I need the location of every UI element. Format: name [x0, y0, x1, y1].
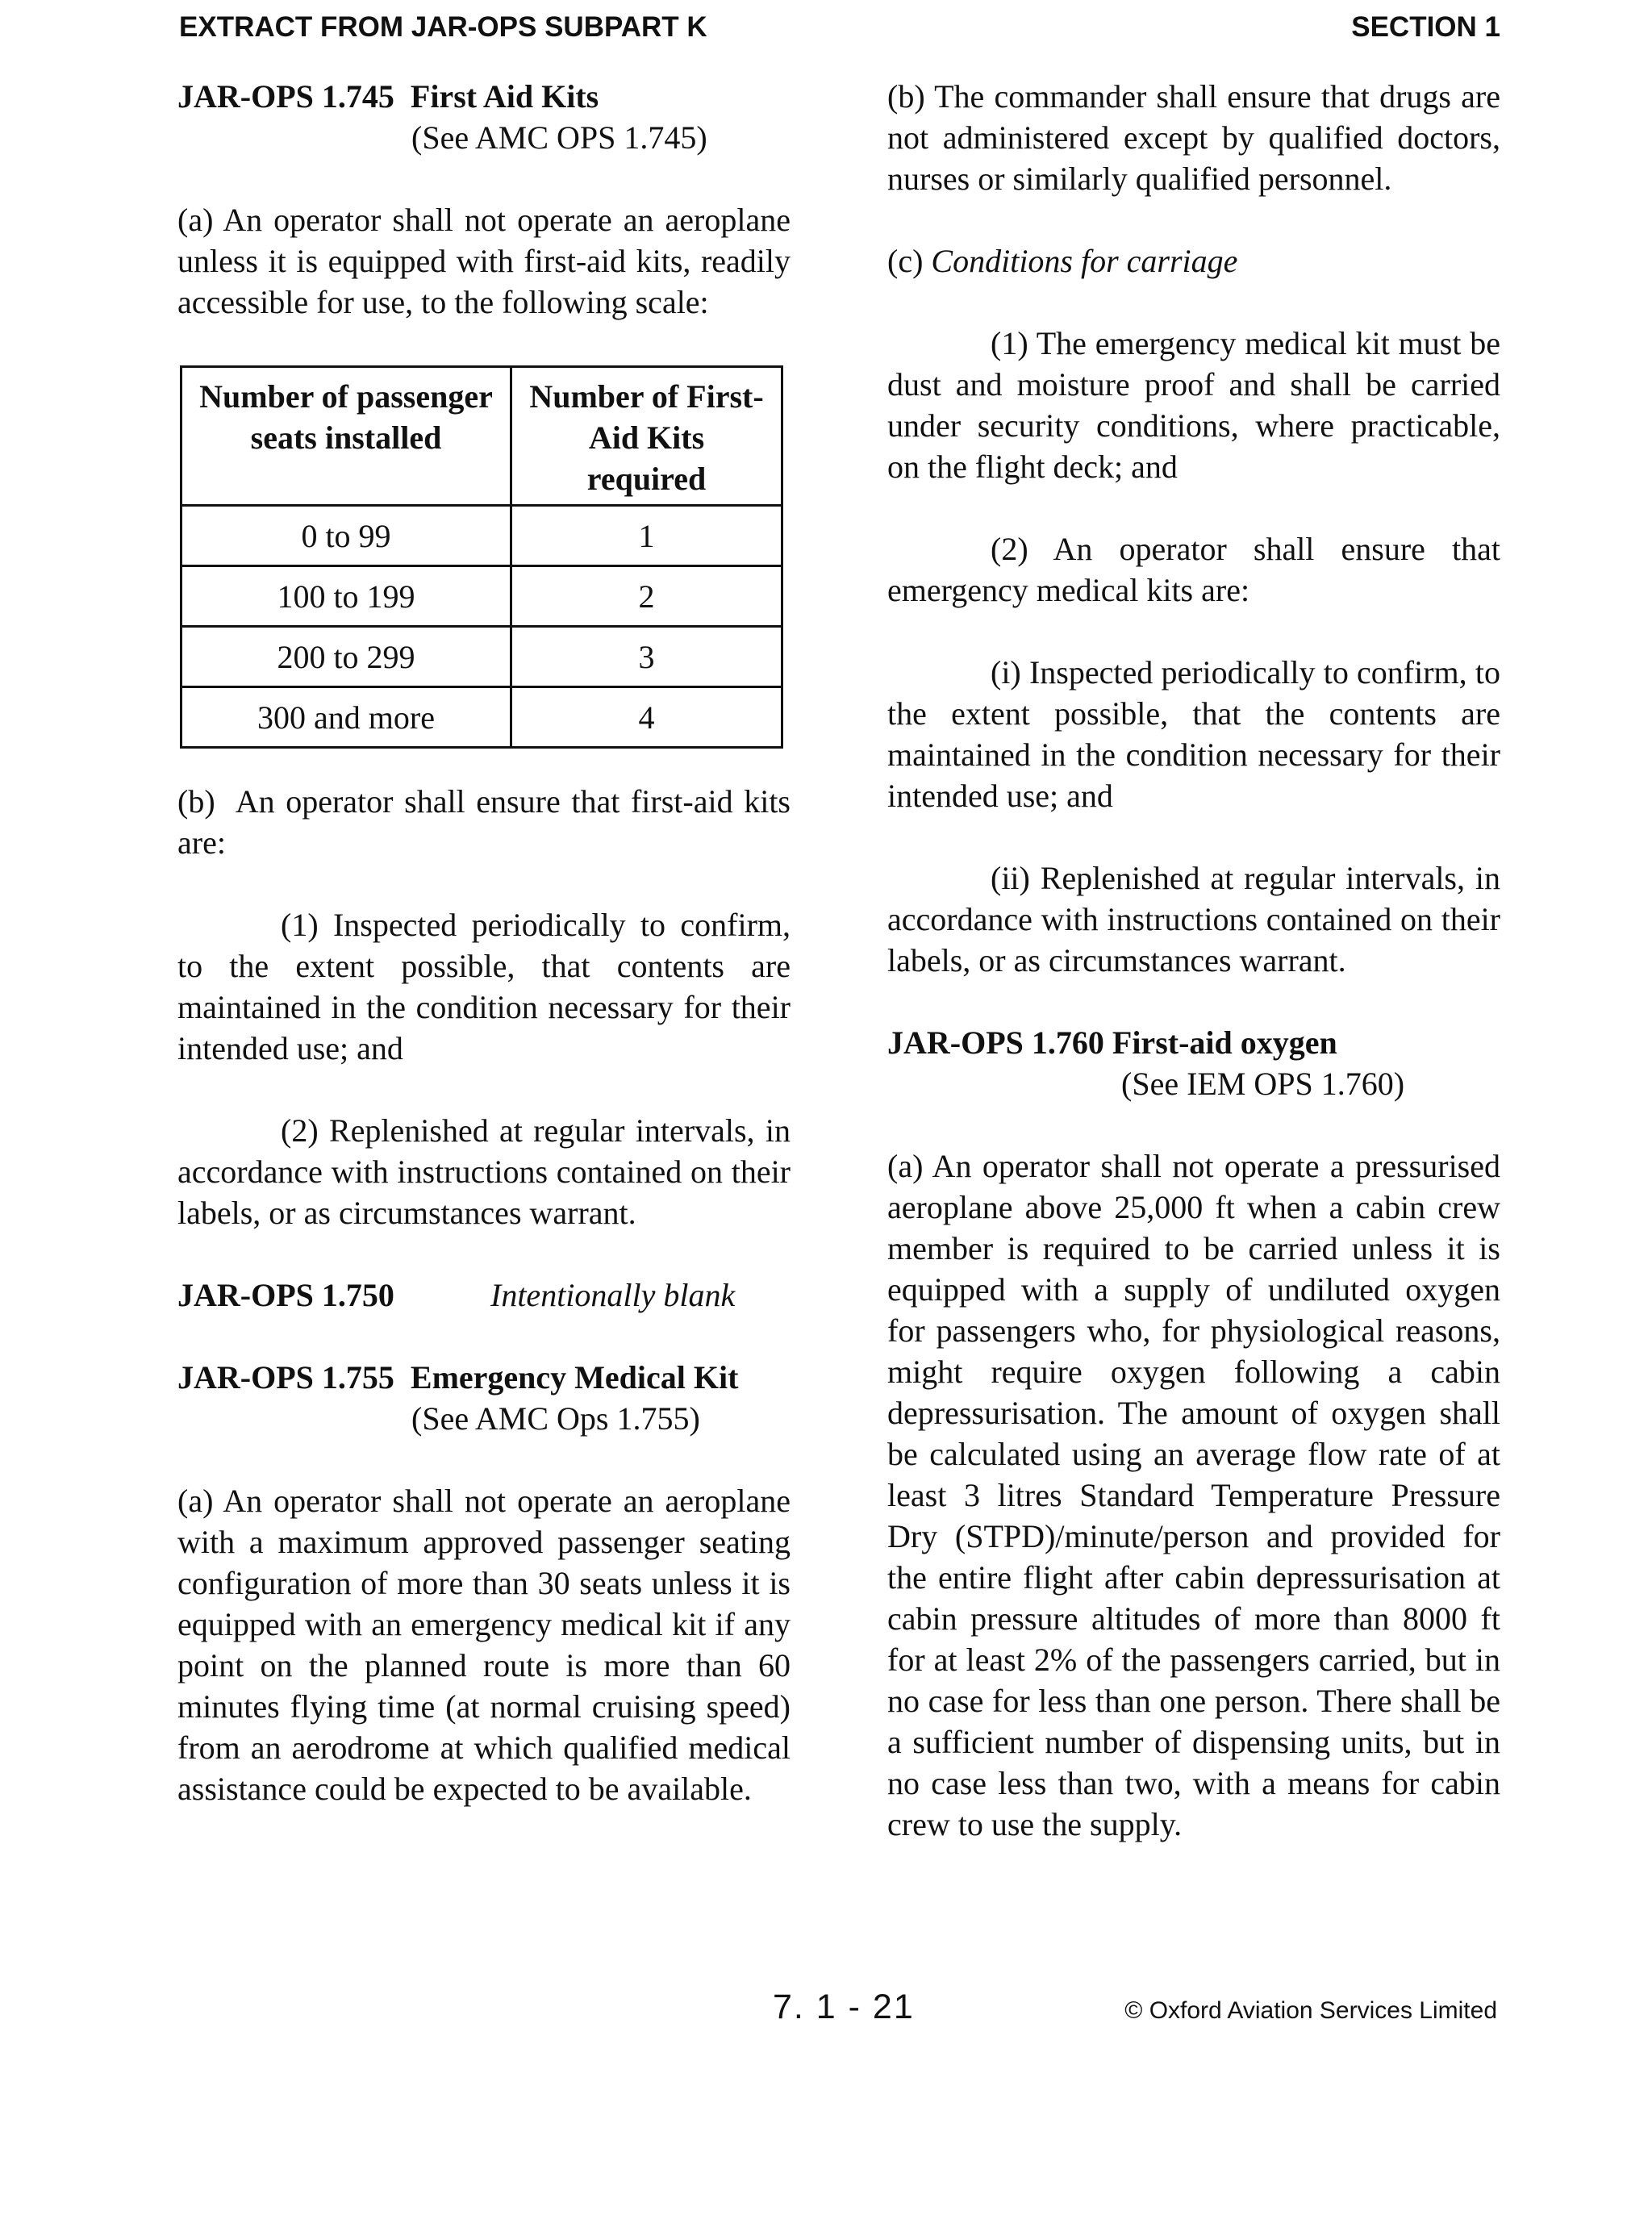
section-745-paragraph-a: (a) An operator shall not operate an aeroplane unless it is equipped with first-aid kits, readily accessible for use, to the following scale:: [177, 202, 791, 320]
table-cell-seats: 0 to 99: [181, 506, 511, 566]
first-aid-kits-table: [180, 365, 783, 749]
table-cell-kits: 1: [511, 506, 782, 566]
table-cell-seats: 300 and more: [181, 687, 511, 748]
section-755-paragraph-c2i: (i) Inspected periodically to confirm, to the extent possible, that the contents are maintained in the condition necessary for their intended use; and: [887, 654, 1500, 814]
section-760-reference: (See IEM OPS 1.760): [1121, 1066, 1405, 1102]
table-row: [181, 566, 782, 627]
table-cell-seats: 100 to 199: [181, 566, 511, 627]
section-745-paragraph-b: (b) An operator shall ensure that first-aid kits are:: [177, 783, 799, 861]
section-755-heading: JAR-OPS 1.755 Emergency Medical Kit: [177, 1359, 739, 1396]
section-760-paragraph-a: (a) An operator shall not operate a pressurised aeroplane above 25,000 ft when a cabin crew member is required to be carried unless it is equipped with a supply of undiluted oxygen for passengers who, for physiological reasons, might require oxygen following a cabin depressurisation. The amount of oxygen shall be calculated using an average flow rate of at least 3 litres Standard Temperature Pressure Dry (STPD)/minute/person and provided for the entire flight after cabin depressurisation at cabin pressure altitudes of more than 8000 ft for at least 2% of the passengers carried, but in no case for less than one person. There shall be a sufficient number of dispensing units, but in no case less than two, with a means for cabin crew to use the supply.: [887, 1148, 1500, 1842]
table-header-seats: Number of passenger seats installed: [181, 367, 511, 506]
section-750-title: Intentionally blank: [490, 1277, 736, 1313]
section-760-heading: JAR-OPS 1.760 First-aid oxygen: [887, 1024, 1337, 1061]
section-755-c-prefix: (c): [887, 243, 932, 279]
left-column: [177, 76, 799, 1809]
section-745-paragraph-b2: (2) Replenished at regular intervals, in accordance with instructions contained on their labels, or as circumstances warrant.: [177, 1112, 791, 1231]
page-number: 7. 1 - 21: [773, 1988, 915, 2026]
section-745-heading: JAR-OPS 1.745 First Aid Kits: [177, 78, 599, 115]
section-755-paragraph-a: (a) An operator shall not operate an aeroplane with a maximum approved passenger seating configuration of more than 30 seats unless it is equipped with an emergency medical kit if any point on the planned route is more than 60 minutes flying time (at normal cruising speed) from an aerodrome at which qualified medical assistance could be expected to be available.: [177, 1483, 791, 1807]
table-row: [181, 506, 782, 566]
section-755-paragraph-c2ii: (ii) Replenished at regular intervals, in accordance with instructions contained on their labels, or as circumstances warrant.: [887, 860, 1500, 978]
right-column: [887, 76, 1500, 1845]
table-row: [181, 687, 782, 748]
table-cell-kits: 3: [511, 627, 782, 687]
section-755-paragraph-c1: (1) The emergency medical kit must be dust and moisture proof and shall be carried under security conditions, where practicable, on the flight deck; and: [887, 325, 1500, 485]
section-755-reference: (See AMC Ops 1.755): [411, 1400, 700, 1437]
copyright-notice: © Oxford Aviation Services Limited: [1124, 1997, 1497, 2024]
table-cell-kits: 2: [511, 566, 782, 627]
section-755-paragraph-b: (b) The commander shall ensure that drugs are not administered except by qualified doctors, nurses or similarly qualified personnel.: [887, 78, 1500, 197]
section-755-c-title: Conditions for carriage: [931, 243, 1238, 279]
table-header-kits: Number of First-Aid Kits required: [511, 367, 782, 506]
section-755-paragraph-c2: (2) An operator shall ensure that emergency medical kits are:: [887, 531, 1500, 608]
section-750-row: [177, 1275, 791, 1316]
table-row: [181, 627, 782, 687]
table-header-row: [181, 367, 782, 506]
header-section-label: SECTION 1: [1351, 11, 1500, 43]
section-745-paragraph-b1: (1) Inspected periodically to confirm, to the extent possible, that contents are maintained in the condition necessary for their intended use; and: [177, 907, 791, 1066]
section-745-reference: (See AMC OPS 1.745): [411, 119, 707, 156]
table-cell-seats: 200 to 299: [181, 627, 511, 687]
section-750-number: JAR-OPS 1.750: [177, 1277, 394, 1313]
header-left-title: EXTRACT FROM JAR-OPS SUBPART K: [179, 11, 707, 43]
table-cell-kits: 4: [511, 687, 782, 748]
section-755-paragraph-c: [887, 240, 1500, 282]
